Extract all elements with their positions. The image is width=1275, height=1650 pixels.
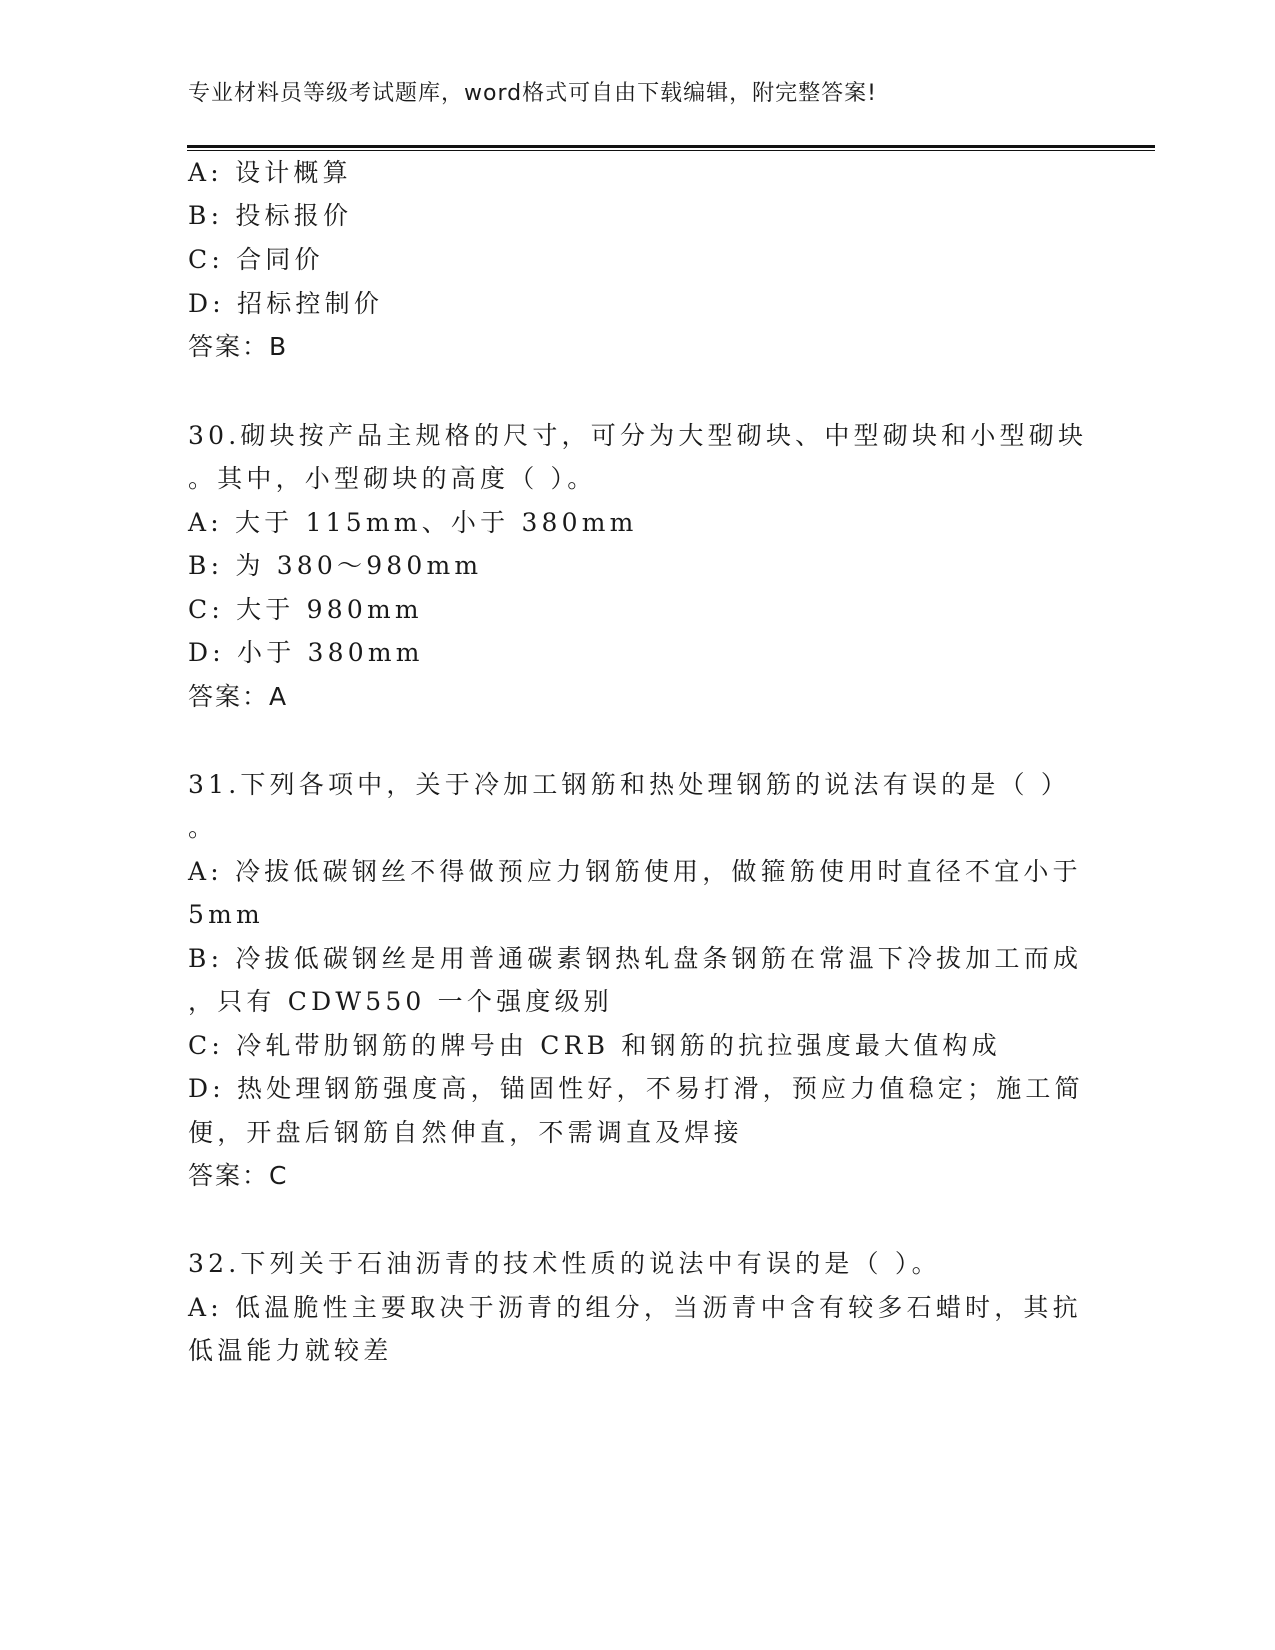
option-line: C: 大于 980mm (188, 595, 423, 624)
option-line: D: 热处理钢筋强度高，锚固性好，不易打滑，预应力值稳定；施工简 (188, 1074, 1084, 1103)
question-line: 31.下列各项中，关于冷加工钢筋和热处理钢筋的说法有误的是（ ） (188, 770, 1071, 799)
option-line: ，只有 CDW550 一个强度级别 (188, 987, 613, 1016)
option-line: A: 低温脆性主要取决于沥青的组分，当沥青中含有较多石蜡时，其抗 (188, 1293, 1082, 1322)
page-header: 专业材料员等级考试题库，word格式可自由下载编辑，附完整答案! (188, 81, 877, 106)
option-line: A: 大于 115mm、小于 380mm (188, 508, 638, 537)
option-line: D: 招标控制价 (188, 289, 384, 318)
answer-line: 答案：C (188, 1161, 289, 1190)
answer-line: 答案：B (188, 332, 289, 361)
option-line: 5mm (188, 900, 264, 929)
option-line: B: 投标报价 (188, 201, 353, 230)
option-line: B: 冷拔低碳钢丝是用普通碳素钢热轧盘条钢筋在常温下冷拔加工而成 (188, 944, 1083, 973)
question-line: 32.下列关于石油沥青的技术性质的说法中有误的是（ ）。 (188, 1249, 941, 1278)
header-rule-thin (187, 150, 1155, 151)
header-rule-thick (187, 145, 1155, 148)
question-line: 。 (188, 813, 218, 842)
option-line: A: 冷拔低碳钢丝不得做预应力钢筋使用，做箍筋使用时直径不宜小于 (188, 857, 1082, 886)
option-line: C: 冷轧带肋钢筋的牌号由 CRB 和钢筋的抗拉强度最大值构成 (188, 1031, 1001, 1060)
option-line: D: 小于 380mm (188, 638, 424, 667)
option-line: C: 合同价 (188, 245, 324, 274)
option-line: 低温能力就较差 (188, 1336, 393, 1365)
question-line: 。其中，小型砌块的高度（ ）。 (188, 464, 597, 493)
option-line: 便，开盘后钢筋自然伸直，不需调直及焊接 (188, 1118, 743, 1147)
option-line: B: 为 380～980mm (188, 551, 483, 580)
option-line: A: 设计概算 (188, 158, 352, 187)
question-line: 30.砌块按产品主规格的尺寸，可分为大型砌块、中型砌块和小型砌块 (188, 421, 1088, 450)
answer-line: 答案：A (188, 682, 289, 711)
